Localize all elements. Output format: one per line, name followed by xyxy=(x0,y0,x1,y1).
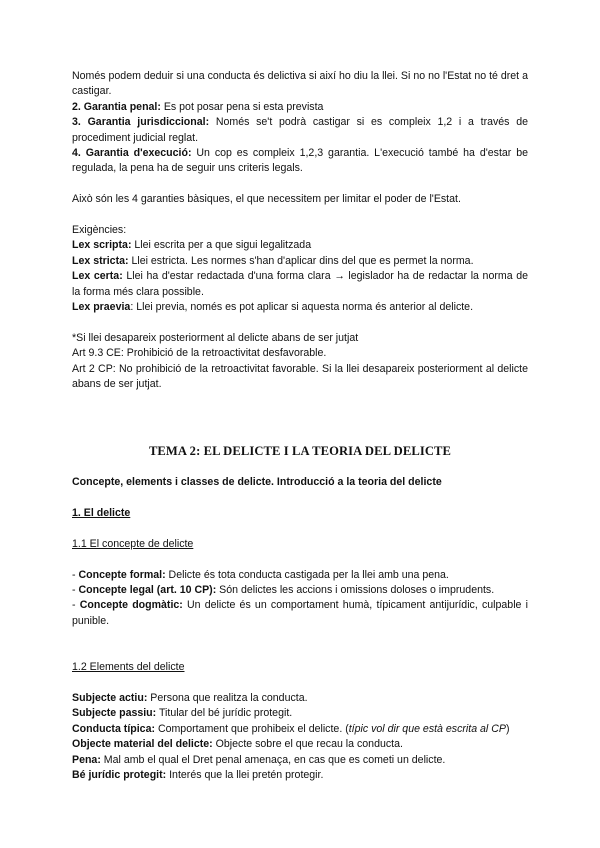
element-text: ) xyxy=(505,722,510,735)
document-body xyxy=(72,69,528,783)
bullet-dash: - xyxy=(72,568,79,581)
element-typical-conduct xyxy=(72,722,528,737)
element-label: Conducta típica: xyxy=(72,722,155,735)
requirement-lex-praevia xyxy=(72,300,528,315)
guarantee-label: 4. Garantia d'execució: xyxy=(72,147,192,160)
requirement-label: Lex stricta: xyxy=(72,254,129,267)
guarantee-text: Es pot posar pena si esta prevista xyxy=(160,100,324,113)
element-subject-active xyxy=(72,691,528,706)
topic-subtitle-text: Concepte, elements i classes de delicte. Introducció a la teoria del delicte xyxy=(72,476,442,489)
subsection-heading: 1.1 El concepte de delicte xyxy=(72,537,194,550)
note-line: Art 2 CP: No prohibició de la retroactivitat favorable. Si la llei desapareix posteriorment al delicte abans de ser jutjat. xyxy=(72,362,528,391)
spacer xyxy=(72,177,528,192)
element-note: típic vol dir que està escrita al CP xyxy=(348,722,506,735)
element-penalty xyxy=(72,753,528,768)
guarantee-penal xyxy=(72,100,528,115)
element-label: Objecte material del delicte: xyxy=(72,738,213,751)
spacer xyxy=(72,552,528,567)
spacer xyxy=(72,491,528,506)
guarantee-text: Només se't podrà castigar si es compleix 1,2 i a través de procediment judicial reglat. xyxy=(72,116,528,144)
element-text: Comportament que prohibeix el delicte. ( xyxy=(155,722,349,735)
guarantee-text: Un cop es compleix 1,2,3 garantia. L'execució també ha d'estar be regulada, la pena ha de seguir uns criteris legals. xyxy=(72,147,528,175)
spacer xyxy=(72,208,528,223)
element-text: Objecte sobre el que recau la conducta. xyxy=(212,738,403,751)
spacer xyxy=(72,315,528,330)
concept-text: Delicte és tota conducta castigada per la llei amb una pena. xyxy=(165,568,449,581)
element-subject-passive xyxy=(72,706,528,721)
bullet-dash: - xyxy=(72,599,80,612)
concept-label: Concepte dogmàtic: xyxy=(79,599,183,612)
requirement-lex-stricta xyxy=(72,254,528,269)
requirement-lex-certa xyxy=(72,269,528,300)
guarantee-jurisdictional xyxy=(72,115,528,146)
requirement-label: Lex praevia xyxy=(72,301,131,314)
spacer xyxy=(72,392,528,444)
concept-legal xyxy=(72,583,528,598)
note-line: *Si llei desapareix posteriorment al delicte abans de ser jutjat xyxy=(72,331,359,344)
element-text: Interés que la llei pretén protegir. xyxy=(166,768,324,781)
element-text: Persona que realitza la conducta. xyxy=(147,691,308,704)
requirement-text: : Llei previa, només es pot aplicar si aquesta norma és anterior al delicte. xyxy=(130,301,474,314)
concept-formal xyxy=(72,568,528,583)
element-label: Subjecte actiu: xyxy=(72,691,148,704)
topic-title: TEMA 2: EL DELICTE I LA TEORIA DEL DELICTE xyxy=(148,444,452,459)
requirement-text: Llei estricta. Les normes s'han d'aplicar dins del que es permet la norma. xyxy=(128,254,474,267)
summary-paragraph: Això són les 4 garanties bàsiques, el que necessitem per limitar el poder de l'Estat. xyxy=(72,193,461,206)
subsection-heading: 1.2 Elements del delicte xyxy=(72,661,185,674)
requirement-text: Llei escrita per a que sigui legalitzada xyxy=(131,239,312,252)
bullet-dash: - xyxy=(72,584,79,597)
concept-text: Un delicte és un comportament humà, típicament antijurídic, culpable i punible. xyxy=(72,599,528,627)
section-heading xyxy=(72,506,528,521)
spacer xyxy=(72,645,528,660)
intro-paragraph: Només podem deduir si una conducta és delictiva si així ho diu la llei. Si no no l'Estat no té dret a castigar. xyxy=(72,70,528,98)
requirements-heading: Exigències: xyxy=(72,224,127,237)
requirement-lex-scripta xyxy=(72,238,528,253)
concept-label: Concepte formal: xyxy=(78,568,166,581)
spacer xyxy=(72,675,528,690)
requirement-label: Lex scripta: xyxy=(72,239,132,252)
element-text: Mal amb el qual el Dret penal amenaça, en cas que es cometi un delicte. xyxy=(100,753,446,766)
guarantee-label: 3. Garantia jurisdiccional: xyxy=(72,116,210,129)
element-protected-good xyxy=(72,768,528,783)
element-material-object xyxy=(72,737,528,752)
spacer xyxy=(72,521,528,536)
element-label: Pena: xyxy=(72,753,101,766)
concept-text: Són delictes les accions i omissions doloses o imprudents. xyxy=(216,584,495,597)
element-text: Titular del bé jurídic protegit. xyxy=(156,707,293,720)
spacer xyxy=(72,460,528,475)
guarantee-execution xyxy=(72,146,528,177)
requirement-text: Llei ha d'estar redactada d'una forma clara → legislador ha de redactar la norma de la forma més clara possible. xyxy=(72,270,528,298)
note-line: Art 9.3 CE: Prohibició de la retroactivitat desfavorable. xyxy=(72,347,327,360)
element-label: Subjecte passiu: xyxy=(72,707,157,720)
concept-label: Concepte legal (art. 10 CP): xyxy=(78,584,217,597)
spacer xyxy=(72,629,528,644)
concept-dogmatic xyxy=(72,598,528,629)
guarantee-label: 2. Garantia penal: xyxy=(72,100,161,113)
element-label: Bé jurídic protegit: xyxy=(72,768,167,781)
section-heading-text: 1. El delicte xyxy=(72,507,131,520)
requirement-label: Lex certa: xyxy=(72,270,123,283)
topic-subtitle xyxy=(72,475,528,490)
